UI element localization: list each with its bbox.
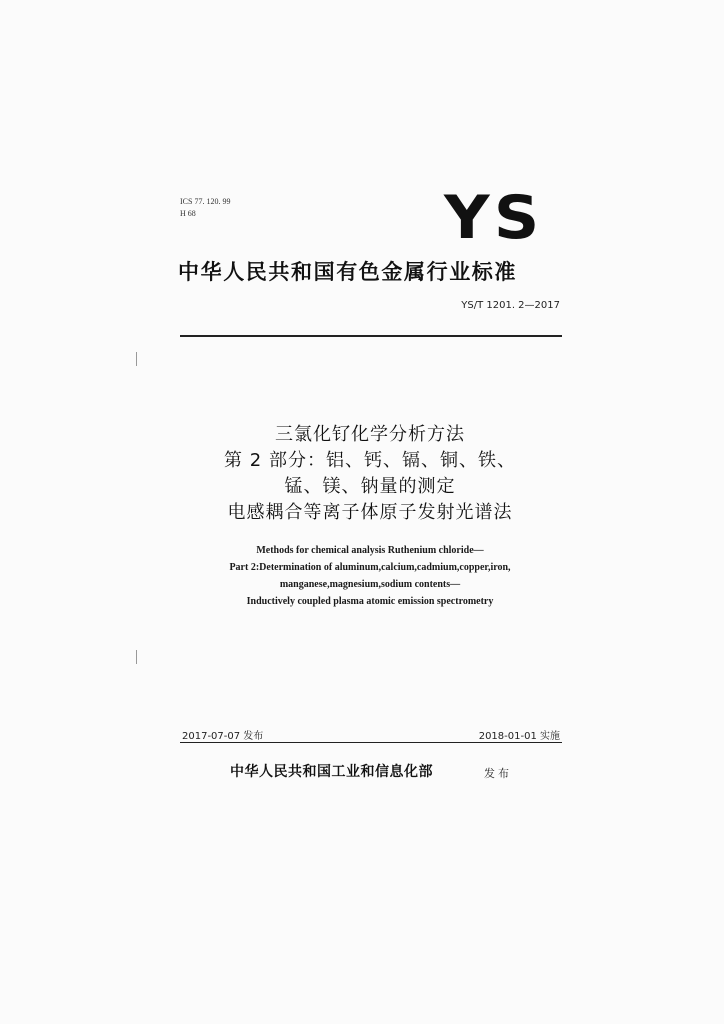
chinese-title-line: 第 2 部分：铝、钙、镉、铜、铁、 [224,450,516,471]
chinese-title-line: 锰、镁、钠量的测定 [284,476,456,497]
issuing-action: 发布 [484,767,512,780]
english-title-line: manganese,magnesium,sodium contents— [279,579,461,590]
ics-code: ICS 77. 120. 99 [180,197,231,206]
dates-row [182,727,560,743]
ys-logo: YS [444,183,544,253]
chinese-title-line: 电感耦合等离子体原子发射光谱法 [227,502,513,523]
standard-number: YS/T 1201. 2—2017 [461,300,560,311]
issue-date: 2017-07-07 发布 [182,731,264,742]
chinese-title [150,422,590,526]
scan-mark [136,650,137,664]
scan-mark [136,352,137,366]
header-divider [180,335,562,337]
english-title-line: Methods for chemical analysis Ruthenium chloride— [256,545,484,556]
footer-divider [180,742,562,743]
implementation-date: 2018-01-01 实施 [478,731,560,742]
chinese-title-line: 三氯化钌化学分析方法 [275,424,465,445]
english-title-line: Part 2:Determination of aluminum,calcium,cadmium,copper,iron, [229,562,511,573]
ccs-code: H 68 [180,209,196,218]
english-title-line: Inductively coupled plasma atomic emission spectrometry [246,596,494,607]
classification-codes [180,196,230,220]
issuing-authority: 中华人民共和国工业和信息化部 [230,764,433,780]
english-title [150,542,590,610]
standard-type-title: 中华人民共和国有色金属行业标准 [178,260,517,284]
